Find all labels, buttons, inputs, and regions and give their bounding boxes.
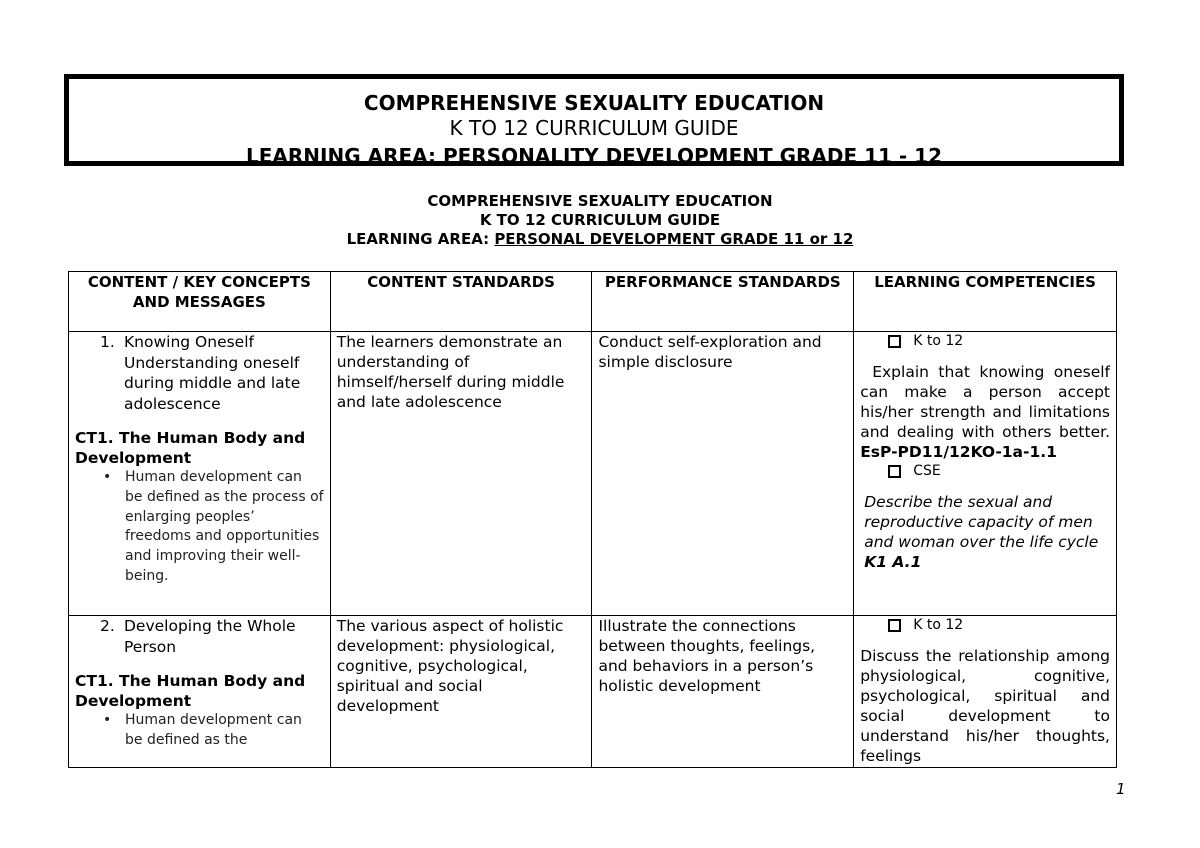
title-line-3: LEARNING AREA: PERSONALITY DEVELOPMENT GRADE 11 - 12 xyxy=(246,144,942,168)
k12-text: Explain that knowing oneself can make a person accept his/her strength and limitations and dealing with others better. xyxy=(860,363,1110,441)
square-bullet-icon xyxy=(888,619,901,632)
table-header-row xyxy=(69,272,1117,332)
topic-title: Knowing Oneself Understanding oneself during middle and late adolescence xyxy=(124,333,301,413)
bullet-icon: • xyxy=(103,469,112,485)
bullet-text: Human development can be defined as the xyxy=(125,712,302,748)
content-standard-cell xyxy=(330,616,592,768)
subtitle-line-3 xyxy=(0,230,1200,249)
k12-code: EsP-PD11/12KO-1a-1.1 xyxy=(860,443,1057,461)
table-row xyxy=(69,616,1117,768)
content-standard-text: The various aspect of holistic development: physiological, cognitive, psychological, spiritual and social development xyxy=(336,617,564,715)
topic-number: 2. xyxy=(100,617,115,635)
subtitle-block xyxy=(0,192,1200,249)
cse-label: CSE xyxy=(913,463,941,479)
topic-title: Developing the Whole Person xyxy=(124,617,296,656)
topic-number: 1. xyxy=(100,333,115,351)
k12-competency-text xyxy=(860,362,1110,462)
cse-text: Describe the sexual and reproductive capacity of men and woman over the life cycle xyxy=(864,493,1099,551)
bullet-text: Human development can be defined as the process of enlarging peoples’ freedoms and opportunities and improving their well-being. xyxy=(125,469,324,584)
column-header-performance-standards: PERFORMANCE STANDARDS xyxy=(592,272,854,332)
cse-code: K1 A.1 xyxy=(864,553,922,571)
subtitle-area-value: PERSONAL DEVELOPMENT GRADE 11 or 12 xyxy=(494,230,854,248)
document-title-box xyxy=(64,74,1124,166)
bullet-item xyxy=(75,711,324,751)
column-header-content-standards: CONTENT STANDARDS xyxy=(330,272,592,332)
performance-standard-text: Conduct self-exploration and simple disclosure xyxy=(598,333,822,371)
cse-competency-text xyxy=(860,492,1110,572)
table-row xyxy=(69,332,1117,616)
performance-standard-cell xyxy=(592,332,854,616)
core-theme-heading: CT1. The Human Body and Development xyxy=(75,429,306,467)
performance-standard-cell xyxy=(592,616,854,768)
subtitle-line-1: COMPREHENSIVE SEXUALITY EDUCATION xyxy=(427,192,773,210)
curriculum-table xyxy=(68,271,1117,768)
k12-competency-text: Discuss the relationship among physiological, cognitive, psychological, spiritual and social development to understand his/her thoughts, feelings xyxy=(860,647,1110,765)
competency-cell xyxy=(854,332,1117,616)
page-number: 1 xyxy=(1116,780,1126,798)
k12-label: K to 12 xyxy=(913,617,964,633)
performance-standard-text: Illustrate the connections between thoughts, feelings, and behaviors in a person’s holistic development xyxy=(598,617,816,695)
title-line-2: K TO 12 CURRICULUM GUIDE xyxy=(449,116,739,140)
content-standard-cell xyxy=(330,332,592,616)
topic-item xyxy=(75,616,324,657)
competency-cell xyxy=(854,616,1117,768)
column-header-learning-competencies: LEARNING COMPETENCIES xyxy=(854,272,1117,332)
cse-heading xyxy=(860,462,1110,481)
content-cell xyxy=(69,616,331,768)
k12-label: K to 12 xyxy=(913,333,964,349)
content-cell xyxy=(69,332,331,616)
subtitle-line-2: K TO 12 CURRICULUM GUIDE xyxy=(479,211,721,229)
column-header-content: CONTENT / KEY CONCEPTS AND MESSAGES xyxy=(69,272,331,332)
topic-item xyxy=(75,332,324,414)
core-theme-heading: CT1. The Human Body and Development xyxy=(75,672,306,710)
subtitle-area-label: LEARNING AREA: xyxy=(346,230,495,248)
bullet-icon: • xyxy=(103,712,112,728)
square-bullet-icon xyxy=(888,335,901,348)
bullet-item xyxy=(75,468,324,587)
content-standard-text: The learners demonstrate an understanding of himself/herself during middle and late adolescence xyxy=(336,333,565,411)
k12-heading xyxy=(860,332,1110,351)
square-bullet-icon xyxy=(888,465,901,478)
k12-heading xyxy=(860,616,1110,635)
title-line-1: COMPREHENSIVE SEXUALITY EDUCATION xyxy=(363,91,825,115)
